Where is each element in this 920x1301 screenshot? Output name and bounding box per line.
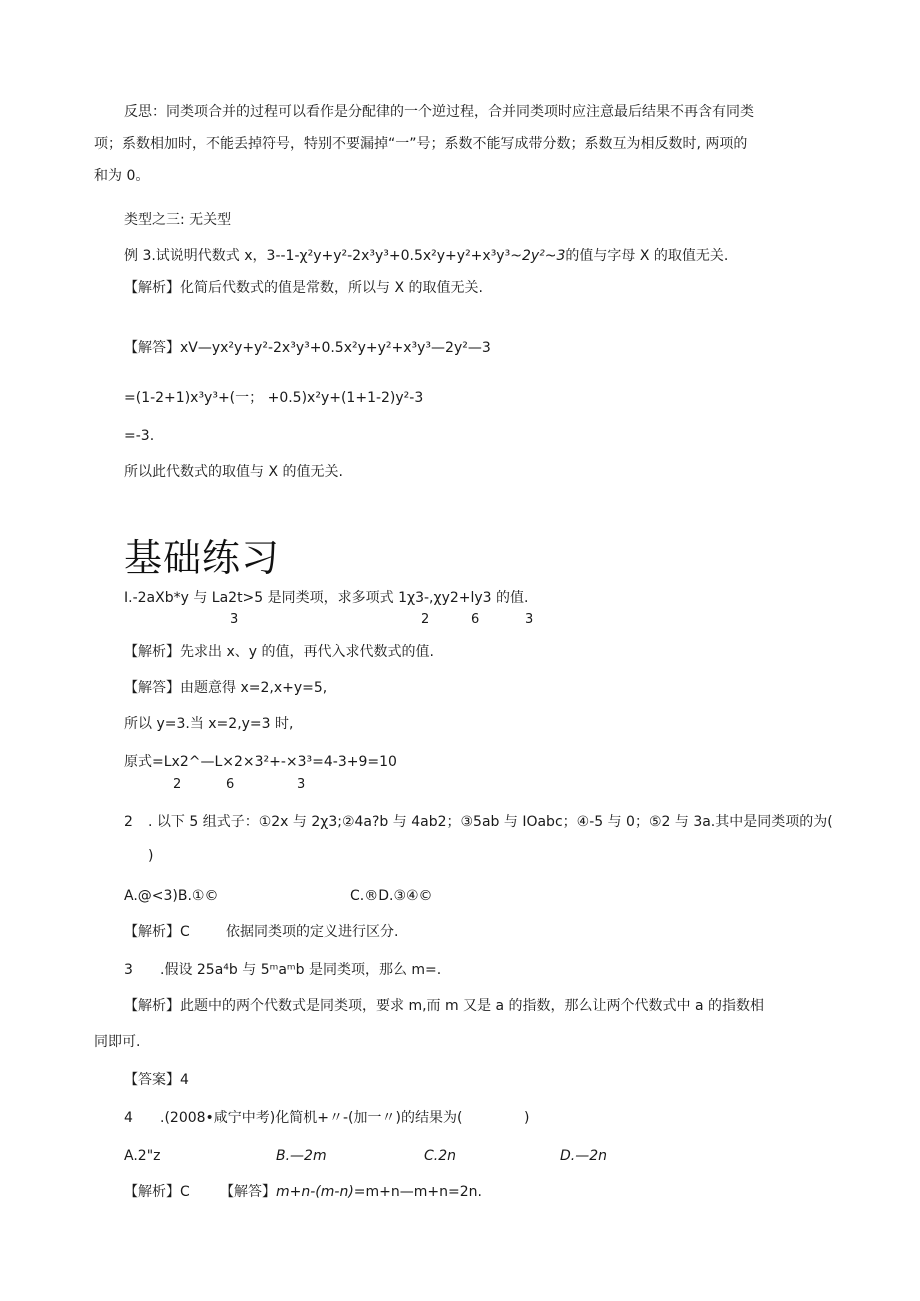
q4-number: 4 <box>124 1110 133 1126</box>
q1-step2-denom-1: 2 <box>173 777 182 792</box>
q2-options-cd: C.®D.③④© <box>350 888 433 904</box>
q4-option-d: D.—2n <box>560 1148 608 1164</box>
q2-stem: . 以下 5 组式子：①2x 与 2χ3;②4a?b 与 4ab2；③5ab 与 IOabc；④-5 与 0；⑤2 与 3a.其中是同类项的为( <box>148 814 833 830</box>
q1-step-2: 原式=Lx2^—L×2×3²+-×3³=4-3+9=10 <box>124 754 397 770</box>
q1-analysis: 【解析】先求出 x、y 的值，再代入求代数式的值. <box>124 644 434 660</box>
q1-step2-denom-3: 3 <box>297 777 306 792</box>
section-heading: 基础练习 <box>124 536 281 580</box>
q1-step2-denom-2: 6 <box>226 777 235 792</box>
type3-conclusion: 所以此代数式的取值与 X 的值无关. <box>124 464 343 480</box>
q1-denom-4: 3 <box>525 612 534 627</box>
q4-answer-label: 【解答】 <box>220 1184 276 1200</box>
q4-answer <box>220 1182 482 1202</box>
q2-options-ab: A.@<3)B.①© <box>124 888 219 904</box>
q3-analysis-1: 【解析】此题中的两个代数式是同类项，要求 m,而 m 又是 a 的指数，那么让两个代数式中 a 的指数相 <box>124 998 765 1014</box>
q4-answer-rest: =m+n—m+n=2n. <box>353 1184 482 1200</box>
q4-option-c: C.2n <box>424 1148 457 1164</box>
q3-analysis-2: 同即可. <box>94 1034 141 1050</box>
q2-stem-end: ) <box>148 848 154 864</box>
intro-line-3: 和为 0。 <box>94 168 150 184</box>
q4-analysis-label: 【解析】C <box>124 1184 190 1200</box>
q3-answer: 【答案】4 <box>124 1072 189 1088</box>
type3-example-a: 例 3.试说明代数式 x，3--1-χ²y+y²-2x³y³+0.5x²y+y²+x³y³ <box>124 248 511 264</box>
intro-line-2: 项；系数相加时，不能丢掉符号，特别不要漏掉“一”号；系数不能写成带分数；系数互为相反数时, 两项的 <box>94 136 748 152</box>
type3-example <box>124 246 728 266</box>
intro-line-1: 反思：同类项合并的过程可以看作是分配律的一个逆过程，合并同类项时应注意最后结果不再含有同类 <box>124 104 754 120</box>
q1-answer: 【解答】由题意得 x=2,x+y=5, <box>124 680 328 696</box>
q1-step-1: 所以 y=3.当 x=2,y=3 时, <box>124 716 294 732</box>
q1-denom-1: 3 <box>230 612 239 627</box>
q1-denom-3: 6 <box>471 612 480 627</box>
type3-analysis: 【解析】化简后代数式的值是常数，所以与 X 的取值无关. <box>124 280 483 296</box>
q2-analysis-text: 依据同类项的定义进行区分. <box>226 924 399 940</box>
q4-option-b: B.—2m <box>276 1148 327 1164</box>
type3-answer: 【解答】xV—yx²y+y²-2x³y³+0.5x²y+y²+x³y³—2y²—3 <box>124 340 491 356</box>
q2-analysis-label: 【解析】C <box>124 924 190 940</box>
q4-option-a: A.2"z <box>124 1148 161 1164</box>
type3-title: 类型之三: 无关型 <box>124 212 232 228</box>
type3-step-2: =-3. <box>124 428 155 444</box>
q4-stem-end: ) <box>524 1110 530 1126</box>
q3-stem: .假设 25a⁴b 与 5ᵐaᵐb 是同类项，那么 m=. <box>160 962 442 978</box>
q3-number: 3 <box>124 962 133 978</box>
q4-answer-expr: m+n-(m-n) <box>276 1184 354 1200</box>
q1-stem: I.-2aXb*y 与 La2t>5 是同类项，求多项式 1χ3-,χy2+ly3 的值. <box>124 590 529 606</box>
q1-denom-2: 2 <box>421 612 430 627</box>
type3-example-c: 的值与字母 X 的取值无关. <box>565 248 729 264</box>
q2-number: 2 <box>124 814 133 830</box>
type3-step-1: =(1-2+1)x³y³+(一； +0.5)x²y+(1+1-2)y²-3 <box>124 390 424 406</box>
q4-stem: .(2008•咸宁中考)化简机+〃-(加一〃)的结果为( <box>160 1110 463 1126</box>
type3-example-b: ~2y²~3 <box>510 248 566 264</box>
